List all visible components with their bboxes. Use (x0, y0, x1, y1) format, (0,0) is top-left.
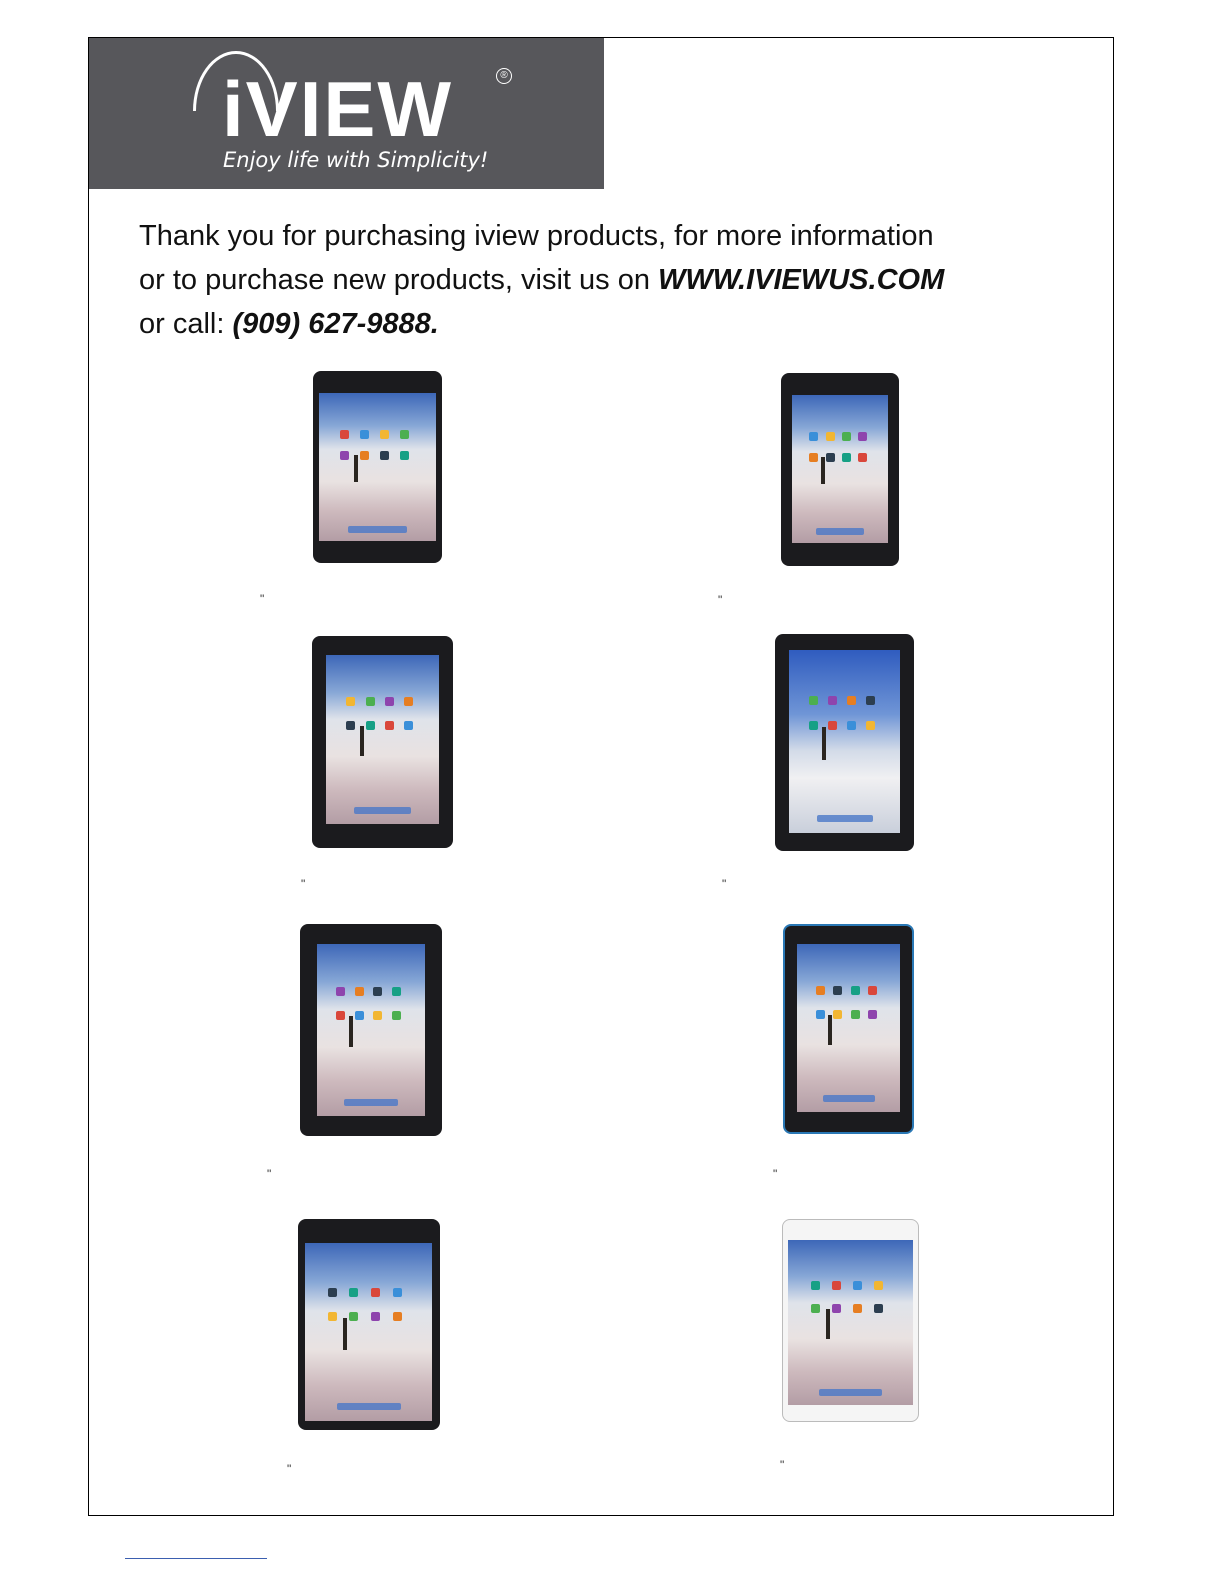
intro-line-2 (139, 258, 1039, 302)
app-icon (328, 1288, 337, 1297)
brand-logo: iVIEW (222, 65, 454, 153)
dock-bar (354, 807, 411, 814)
tablet-screen (317, 944, 425, 1116)
app-icon (385, 721, 394, 730)
app-icon (366, 697, 375, 706)
app-icon (853, 1304, 862, 1313)
dock-bar (816, 528, 864, 535)
app-icon (866, 721, 875, 730)
app-icon (346, 721, 355, 730)
app-icon (828, 696, 837, 705)
dock-bar (337, 1403, 401, 1410)
wallpaper-tree (821, 457, 825, 484)
app-icon (392, 1011, 401, 1020)
product-caption-6: " (773, 1167, 778, 1181)
app-icon (809, 721, 818, 730)
app-icon (360, 430, 369, 439)
tablet-screen (305, 1243, 432, 1421)
app-icon (816, 1010, 825, 1019)
app-icon (832, 1281, 841, 1290)
dock-bar (819, 1389, 882, 1396)
app-icon (392, 987, 401, 996)
product-caption-4: " (722, 877, 727, 891)
wallpaper-tree (354, 455, 358, 482)
dock-bar (823, 1095, 875, 1102)
app-icon (842, 453, 851, 462)
app-icon (380, 451, 389, 460)
website-link[interactable]: WWW.IVIEWUS.COM (658, 264, 945, 296)
wallpaper-tree (349, 1016, 353, 1047)
app-icon (336, 1011, 345, 1020)
tablet-screen (797, 944, 900, 1112)
brand-tagline: Enjoy life with Simplicity! (223, 148, 489, 172)
app-icon (826, 432, 835, 441)
wallpaper-tree (826, 1309, 830, 1339)
app-icon (340, 430, 349, 439)
app-icon (404, 697, 413, 706)
app-icon (858, 432, 867, 441)
app-icon (851, 1010, 860, 1019)
app-icon (393, 1288, 402, 1297)
app-icon (874, 1304, 883, 1313)
tablet-image-7 (298, 1219, 440, 1430)
tablet-screen (319, 393, 436, 541)
app-icon (404, 721, 413, 730)
intro-line-1: Thank you for purchasing iview products, for more information (139, 220, 934, 252)
app-icon (851, 986, 860, 995)
app-icon (366, 721, 375, 730)
app-icon (385, 697, 394, 706)
tablet-screen (789, 650, 900, 833)
product-caption-3: " (301, 877, 306, 891)
tablet-screen (792, 395, 888, 543)
app-icon (328, 1312, 337, 1321)
app-icon (809, 453, 818, 462)
wallpaper-tree (343, 1318, 347, 1350)
app-icon (336, 987, 345, 996)
app-icon (400, 451, 409, 460)
tablet-screen (788, 1240, 913, 1405)
app-icon (826, 453, 835, 462)
app-icon (853, 1281, 862, 1290)
app-icon (349, 1312, 358, 1321)
product-caption-2: " (718, 593, 723, 607)
product-caption-5: " (267, 1167, 272, 1181)
app-icon (349, 1288, 358, 1297)
intro-line-3-prefix: or call: (139, 308, 233, 340)
dock-bar (348, 526, 407, 533)
wallpaper-tree (822, 727, 826, 760)
wallpaper-tree (828, 1015, 832, 1045)
tablet-screen (326, 655, 439, 824)
app-icon (868, 1010, 877, 1019)
dock-bar (344, 1099, 398, 1106)
phone-number[interactable]: (909) 627-9888. (232, 308, 439, 340)
wallpaper-tree (360, 726, 364, 756)
product-caption-8: " (780, 1458, 785, 1472)
intro-line-3 (139, 302, 1039, 346)
app-icon (816, 986, 825, 995)
dock-bar (817, 815, 873, 822)
tablet-image-3 (312, 636, 453, 848)
app-icon (360, 451, 369, 460)
app-icon (355, 1011, 364, 1020)
tablet-image-1 (313, 371, 442, 563)
app-icon (833, 986, 842, 995)
app-icon (811, 1304, 820, 1313)
app-icon (380, 430, 389, 439)
app-icon (811, 1281, 820, 1290)
app-icon (371, 1312, 380, 1321)
app-icon (340, 451, 349, 460)
app-icon (833, 1010, 842, 1019)
app-icon (346, 697, 355, 706)
app-icon (371, 1288, 380, 1297)
app-icon (400, 430, 409, 439)
app-icon (373, 987, 382, 996)
tablet-image-2 (781, 373, 899, 566)
app-icon (832, 1304, 841, 1313)
app-icon (809, 432, 818, 441)
intro-text (139, 214, 1039, 346)
tablet-image-8 (782, 1219, 919, 1422)
app-icon (858, 453, 867, 462)
app-icon (373, 1011, 382, 1020)
intro-line-2-prefix: or to purchase new products, visit us on (139, 264, 659, 296)
registered-mark: ® (496, 68, 512, 84)
app-icon (868, 986, 877, 995)
app-icon (828, 721, 837, 730)
app-icon (355, 987, 364, 996)
app-icon (393, 1312, 402, 1321)
app-icon (809, 696, 818, 705)
footnote-rule (125, 1558, 267, 1559)
product-caption-1: " (260, 592, 265, 606)
app-icon (842, 432, 851, 441)
app-icon (866, 696, 875, 705)
tablet-image-4 (775, 634, 914, 851)
app-icon (847, 696, 856, 705)
product-caption-7: " (287, 1462, 292, 1476)
tablet-image-5 (300, 924, 442, 1136)
tablet-image-6 (783, 924, 914, 1134)
app-icon (874, 1281, 883, 1290)
app-icon (847, 721, 856, 730)
